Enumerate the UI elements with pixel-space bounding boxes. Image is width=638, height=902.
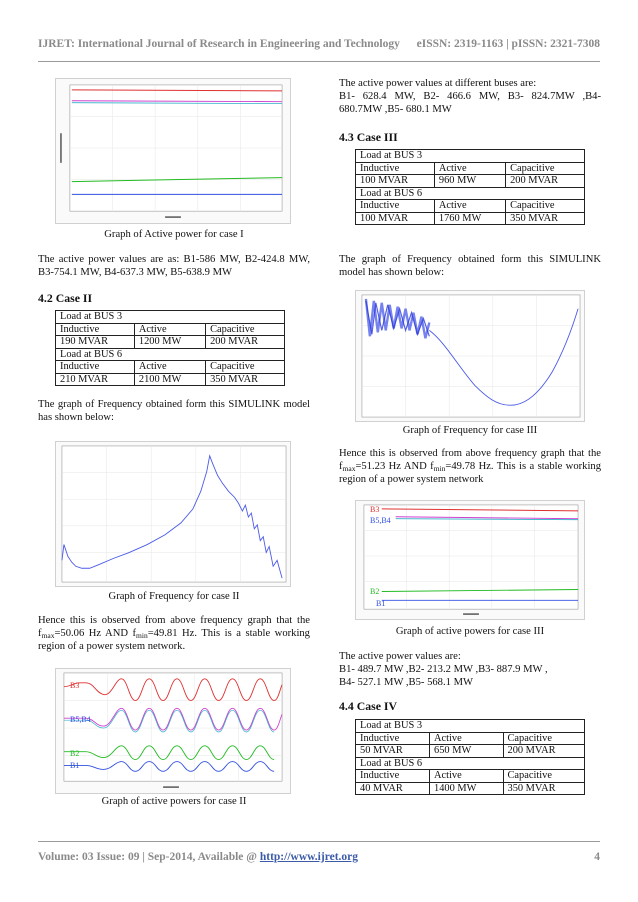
table-cell: Inductive xyxy=(356,770,430,783)
label-b1: B1 xyxy=(376,599,386,608)
fig4-caption: Graph of Frequency for case III xyxy=(402,425,538,436)
para-case2-freq-intro: The graph of Frequency obtained form this SIMULINK model has shown below: xyxy=(38,399,310,423)
table-cell: 650 MW xyxy=(430,745,503,758)
table-cell: 200 MVAR xyxy=(206,336,285,349)
text-span: =49.81 Hz. This is a stable working region of a power system network. xyxy=(38,627,310,652)
table-case4 xyxy=(355,719,585,795)
fig5-caption: Graph of active powers for case III xyxy=(395,626,545,637)
heading-case4: 4.4 Case IV xyxy=(339,699,397,713)
label-b5b4: B5,B4 xyxy=(370,516,391,525)
table-cell: Capacitive xyxy=(506,200,585,213)
table-cell: Inductive xyxy=(356,162,435,175)
para-case3-power-line1: B1- 489.7 MW ,B2- 213.2 MW ,B3- 887.9 MW , xyxy=(339,664,548,675)
table-cell: 1760 MW xyxy=(434,212,505,225)
page-header xyxy=(38,38,600,50)
text-span: =51.23 Hz AND f xyxy=(355,460,434,472)
table-cell: Active xyxy=(434,200,505,213)
table-cell: 200 MVAR xyxy=(506,175,585,188)
table-cell: Load at BUS 3 xyxy=(356,720,585,733)
label-b3: B3 xyxy=(70,681,80,690)
table-cell: 960 MW xyxy=(434,175,505,188)
fig-frequency-case2 xyxy=(55,441,291,587)
table-cell: Capacitive xyxy=(503,770,585,783)
table-cell: Load at BUS 3 xyxy=(56,311,285,324)
table-cell: Active xyxy=(430,732,503,745)
fig-active-power-case3 xyxy=(355,500,585,620)
para-case3-power-line2: B4- 527.1 MW ,B5- 568.1 MW xyxy=(339,677,473,688)
table-cell: 40 MVAR xyxy=(356,782,430,795)
page-footer xyxy=(38,851,600,863)
label-b1: B1 xyxy=(70,761,80,770)
table-cell: Load at BUS 6 xyxy=(356,187,585,200)
footer-text: Volume: 03 Issue: 09 | Sep-2014, Available @ xyxy=(38,851,260,863)
table-cell: 350 MVAR xyxy=(206,373,285,386)
fig1-caption: Graph of Active power for case I xyxy=(104,229,244,240)
label-b3: B3 xyxy=(370,505,380,514)
table-cell: Inductive xyxy=(56,323,135,336)
table-cell: Inductive xyxy=(56,361,135,374)
fig-active-power-case2 xyxy=(55,668,291,794)
table-cell: 100 MVAR xyxy=(356,175,435,188)
table-cell: Active xyxy=(434,162,505,175)
table-cell: Load at BUS 3 xyxy=(356,150,585,163)
label-b2: B2 xyxy=(70,749,80,758)
heading-case2: 4.2 Case II xyxy=(38,291,93,305)
subscript-max: max xyxy=(41,630,55,640)
table-cell: Capacitive xyxy=(506,162,585,175)
table-cell: Capacitive xyxy=(206,361,285,374)
fig-active-power-case1 xyxy=(55,78,291,224)
table-cell: 200 MVAR xyxy=(503,745,585,758)
table-cell: Capacitive xyxy=(206,323,285,336)
table-cell: 1400 MW xyxy=(430,782,503,795)
para-case2-power-intro: The active power values at different buses are: xyxy=(339,78,537,89)
subscript-min: min xyxy=(433,463,446,473)
table-cell: 350 MVAR xyxy=(506,212,585,225)
table-cell: Load at BUS 6 xyxy=(356,757,585,770)
table-cell: Inductive xyxy=(356,732,430,745)
table-case3 xyxy=(355,149,585,225)
table-cell: 50 MVAR xyxy=(356,745,430,758)
para-case3-power-intro: The active power values are: xyxy=(339,651,461,662)
fig2-caption: Graph of Frequency for case II xyxy=(108,591,240,602)
subscript-min: min xyxy=(136,630,148,640)
page-number: 4 xyxy=(594,851,600,863)
para-case2-power: B1- 628.4 MW, B2- 466.6 MW, B3- 824.7MW ,B4- 680.7MW ,B5- 680.1 MW xyxy=(339,91,601,115)
footer-link[interactable]: http://www.ijret.org xyxy=(259,851,359,863)
para-case1-power: The active power values are as: B1-586 MW, B2-424.8 MW, B3-754.1 MW, B4-637.3 MW, B5-638.9 MW xyxy=(38,254,310,278)
table-cell: Inductive xyxy=(356,200,435,213)
table-cell: 100 MVAR xyxy=(356,212,435,225)
table-cell: Active xyxy=(134,361,205,374)
heading-case3: 4.3 Case III xyxy=(339,130,398,144)
text-span: Hence this is observed from above frequency graph that the f xyxy=(38,615,310,639)
text-span: Hence this is observed from above frequency graph that the f xyxy=(339,448,601,472)
text-span: =50.06 Hz AND f xyxy=(54,627,137,639)
table-cell: 210 MVAR xyxy=(56,373,135,386)
text-span: =49.78 Hz. This is a stable working region of a power system network xyxy=(339,460,601,485)
fig-frequency-case3 xyxy=(355,290,585,422)
table-cell: Load at BUS 6 xyxy=(56,348,285,361)
header-rule xyxy=(38,61,600,62)
para-case2-freq xyxy=(38,615,310,653)
table-cell: Active xyxy=(430,770,503,783)
issn-text: eISSN: 2319-1163 | pISSN: 2321-7308 xyxy=(416,38,600,50)
table-cell: 190 MVAR xyxy=(56,336,135,349)
journal-title: IJRET: International Journal of Research in Engineering and Technology xyxy=(38,38,400,50)
para-case3-freq xyxy=(339,448,601,486)
table-cell: Capacitive xyxy=(503,732,585,745)
para-case3-freq-intro: The graph of Frequency obtained form this SIMULINK model has shown below: xyxy=(339,254,601,278)
subscript-max: max xyxy=(342,463,356,473)
table-cell: 1200 MW xyxy=(134,336,205,349)
table-cell: Active xyxy=(134,323,205,336)
label-b2: B2 xyxy=(370,587,380,596)
table-cell: 2100 MW xyxy=(134,373,205,386)
label-b5b4: B5,B4 xyxy=(70,715,91,724)
table-cell: 350 MVAR xyxy=(503,782,585,795)
table-case2 xyxy=(55,310,285,386)
fig3-caption: Graph of active powers for case II xyxy=(101,796,247,807)
footer-rule xyxy=(38,841,600,842)
